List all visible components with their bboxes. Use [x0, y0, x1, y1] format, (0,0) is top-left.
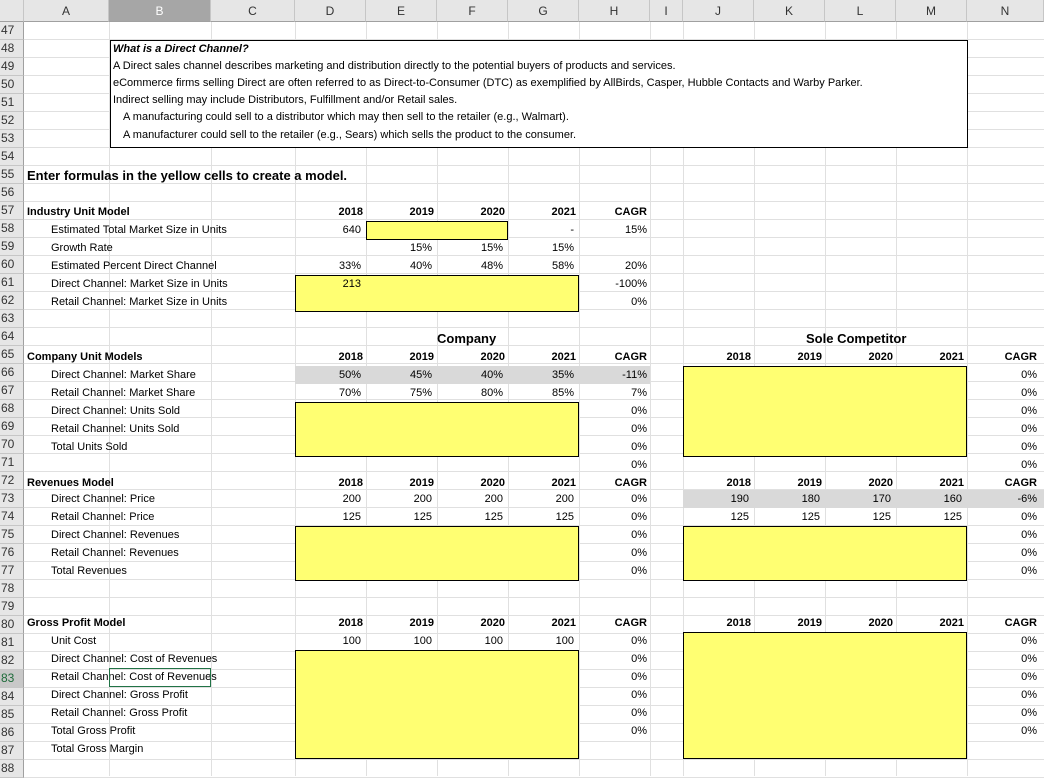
unit-models-title: Company Unit Models — [27, 351, 143, 363]
cagr-header: CAGR — [614, 617, 647, 629]
cell-value[interactable]: 125 — [801, 511, 820, 523]
cell-value[interactable]: 40% — [409, 260, 432, 272]
year-header: 2018 — [338, 351, 363, 363]
cell-value[interactable]: 15% — [480, 242, 503, 254]
active-cell-selection[interactable] — [109, 668, 211, 687]
cagr-value[interactable]: 0% — [1021, 511, 1037, 523]
year-header: 2020 — [868, 477, 893, 489]
column-header-j[interactable]: J — [683, 0, 754, 22]
row-label: Total Gross Profit — [51, 725, 136, 737]
input-cells-competitor-units[interactable] — [683, 366, 967, 457]
year-header: 2021 — [551, 206, 576, 218]
input-cells-company-units[interactable] — [295, 402, 579, 457]
row-header[interactable]: 61 — [0, 274, 24, 292]
cell-value[interactable]: 125 — [943, 511, 962, 523]
row-header[interactable]: 63 — [0, 310, 24, 328]
cell-value[interactable]: 75% — [409, 387, 432, 399]
row-label: Estimated Total Market Size in Units — [51, 224, 227, 236]
row-header[interactable]: 49 — [0, 58, 24, 76]
row-header[interactable]: 78 — [0, 580, 24, 598]
column-header-f[interactable]: F — [437, 0, 508, 22]
cagr-value[interactable]: 0% — [1021, 653, 1037, 665]
row-header[interactable]: 50 — [0, 76, 24, 94]
row-label: Retail Channel: Market Size in Units — [51, 296, 228, 308]
row-header[interactable]: 67 — [0, 382, 24, 400]
column-header-l[interactable]: L — [825, 0, 896, 22]
cell-value[interactable]: 100 — [413, 635, 432, 647]
cell-value[interactable]: 15% — [551, 242, 574, 254]
note-title: What is a Direct Channel? — [113, 43, 249, 55]
year-header: 2020 — [480, 206, 505, 218]
row-header[interactable]: 52 — [0, 112, 24, 130]
cagr-header: CAGR — [1004, 477, 1037, 489]
cagr-value[interactable]: 0% — [1021, 547, 1037, 559]
cagr-header: CAGR — [1004, 351, 1037, 363]
cell-value[interactable]: 48% — [480, 260, 503, 272]
row-label: Total Revenues — [51, 565, 127, 577]
row-header[interactable]: 77 — [0, 562, 24, 580]
cell-value[interactable]: 100 — [484, 635, 503, 647]
cell-value[interactable]: 125 — [342, 511, 361, 523]
cell-value[interactable]: 70% — [338, 387, 361, 399]
row-header[interactable]: 54 — [0, 148, 24, 166]
cagr-value[interactable]: 0% — [1021, 725, 1037, 737]
row-label: Retail Channel: Market Share — [51, 387, 196, 399]
cell-value[interactable]: 58% — [551, 260, 574, 272]
cell-value[interactable]: 180 — [801, 493, 820, 505]
cagr-value[interactable]: 0% — [1021, 707, 1037, 719]
note-line: A manufacturer could sell to the retailer (e.g., Sears) which sells the product to the consumer. — [123, 129, 577, 141]
cagr-value[interactable]: 0% — [1021, 459, 1037, 471]
note-line: eCommerce firms selling Direct are often referred to as Direct-to-Consumer (DTC) as exemplified by AllBirds, Casper, Hubble Contacts and Warby Parker. — [113, 77, 863, 89]
cell-value[interactable]: 160 — [943, 493, 962, 505]
cagr-value[interactable]: 0% — [631, 511, 647, 523]
cagr-value[interactable]: 0% — [1021, 405, 1037, 417]
row-header[interactable]: 71 — [0, 454, 24, 472]
row-header[interactable]: 55 — [0, 166, 24, 184]
cagr-value[interactable]: 15% — [624, 224, 647, 236]
cell-value[interactable]: 40% — [480, 369, 503, 381]
input-cells-company-revenues[interactable] — [295, 526, 579, 581]
cagr-value[interactable]: 0% — [631, 547, 647, 559]
grid-line — [24, 327, 1044, 328]
year-header: 2018 — [726, 351, 751, 363]
cell-value[interactable]: 200 — [555, 493, 574, 505]
row-header[interactable]: 83 — [0, 670, 24, 688]
cagr-value[interactable]: 0% — [1021, 387, 1037, 399]
row-label: Retail Channel: Cost of Revenues — [51, 671, 217, 683]
row-header[interactable]: 53 — [0, 130, 24, 148]
row-header[interactable]: 81 — [0, 634, 24, 652]
cell-value[interactable]: 125 — [413, 511, 432, 523]
cell-value[interactable]: 125 — [730, 511, 749, 523]
year-header: 2021 — [939, 351, 964, 363]
cagr-value[interactable]: 0% — [631, 671, 647, 683]
row-header[interactable]: 57 — [0, 202, 24, 220]
cagr-value[interactable]: 0% — [1021, 671, 1037, 683]
year-header: 2018 — [726, 477, 751, 489]
input-cells-company-gross-profit[interactable] — [295, 650, 579, 759]
competitor-header: Sole Competitor — [806, 331, 907, 346]
cagr-value[interactable]: 0% — [1021, 689, 1037, 701]
year-header: 2019 — [797, 351, 822, 363]
column-header-e[interactable]: E — [366, 0, 437, 22]
cell-value[interactable]: 190 — [730, 493, 749, 505]
row-header[interactable]: 68 — [0, 400, 24, 418]
row-header[interactable]: 66 — [0, 364, 24, 382]
row-header[interactable]: 76 — [0, 544, 24, 562]
year-header: 2019 — [409, 617, 434, 629]
cagr-value[interactable]: 0% — [631, 725, 647, 737]
cell-value[interactable]: 80% — [480, 387, 503, 399]
row-label: Direct Channel: Gross Profit — [51, 689, 188, 701]
year-header: 2018 — [338, 206, 363, 218]
cagr-value[interactable]: 0% — [631, 296, 647, 308]
cagr-value[interactable]: 0% — [631, 493, 647, 505]
revenues-title: Revenues Model — [27, 477, 114, 489]
row-label: Total Gross Margin — [51, 743, 144, 755]
year-header: 2021 — [939, 617, 964, 629]
cagr-value[interactable]: 20% — [624, 260, 647, 272]
row-header[interactable]: 72 — [0, 472, 24, 490]
direct-channel-note — [110, 40, 968, 148]
cell-value[interactable]: 100 — [555, 635, 574, 647]
note-line: A manufacturing could sell to a distributor which may then sell to the retailer (e.g., Walmart). — [123, 111, 569, 123]
cagr-value[interactable]: 0% — [1021, 441, 1037, 453]
row-header[interactable]: 62 — [0, 292, 24, 310]
row-label: Growth Rate — [51, 242, 113, 254]
note-line: Indirect selling may include Distributors, Fulfillment and/or Retail sales. — [113, 94, 458, 106]
input-cells-competitor-revenues[interactable] — [683, 526, 967, 581]
row-header[interactable]: 48 — [0, 40, 24, 58]
input-cells-competitor-gross-profit[interactable] — [683, 632, 967, 759]
cell-value[interactable]: 125 — [555, 511, 574, 523]
row-header[interactable]: 56 — [0, 184, 24, 202]
year-header: 2020 — [868, 617, 893, 629]
cell-value[interactable]: 640 — [342, 224, 361, 236]
year-header: 2019 — [409, 351, 434, 363]
column-header-b[interactable]: B — [109, 0, 211, 22]
column-header-h[interactable]: H — [579, 0, 650, 22]
year-header: 2020 — [480, 477, 505, 489]
cell-value[interactable]: 170 — [872, 493, 891, 505]
year-header: 2021 — [939, 477, 964, 489]
row-header[interactable]: 64 — [0, 328, 24, 346]
cagr-value[interactable]: 0% — [1021, 635, 1037, 647]
cell-value[interactable]: - — [570, 224, 574, 236]
cell-value[interactable]: 213 — [342, 278, 361, 290]
cagr-value[interactable]: 0% — [1021, 423, 1037, 435]
row-label: Estimated Percent Direct Channel — [51, 260, 217, 272]
row-label: Retail Channel: Revenues — [51, 547, 179, 559]
column-header-g[interactable]: G — [508, 0, 579, 22]
cell-value[interactable]: 125 — [484, 511, 503, 523]
row-header[interactable]: 59 — [0, 238, 24, 256]
cagr-value[interactable]: -6% — [1017, 493, 1037, 505]
cell-value[interactable]: 200 — [484, 493, 503, 505]
row-header[interactable]: 80 — [0, 616, 24, 634]
column-header-i[interactable]: I — [650, 0, 683, 22]
row-label: Direct Channel: Market Size in Units — [51, 278, 228, 290]
column-header-a[interactable]: A — [24, 0, 109, 22]
column-header-n[interactable]: N — [967, 0, 1044, 22]
year-header: 2020 — [480, 617, 505, 629]
cell-value[interactable]: 125 — [872, 511, 891, 523]
row-header[interactable]: 84 — [0, 688, 24, 706]
cagr-value[interactable]: 0% — [1021, 369, 1037, 381]
cagr-value[interactable]: -11% — [622, 369, 647, 381]
instruction-text: Enter formulas in the yellow cells to create a model. — [27, 168, 348, 183]
cagr-header: CAGR — [614, 477, 647, 489]
cagr-value[interactable]: 0% — [631, 653, 647, 665]
row-label: Direct Channel: Market Share — [51, 369, 196, 381]
cell-value[interactable]: 100 — [342, 635, 361, 647]
year-header: 2020 — [868, 351, 893, 363]
row-header[interactable]: 65 — [0, 346, 24, 364]
row-label: Unit Cost — [51, 635, 97, 647]
cagr-value[interactable]: 0% — [631, 565, 647, 577]
row-header[interactable]: 88 — [0, 760, 24, 778]
cagr-value[interactable]: 0% — [631, 635, 647, 647]
cagr-value[interactable]: 0% — [631, 441, 647, 453]
cell-value[interactable]: 35% — [551, 369, 574, 381]
grid-line — [24, 165, 1044, 166]
grid-line — [24, 759, 1044, 760]
row-header[interactable]: 73 — [0, 490, 24, 508]
row-header[interactable]: 75 — [0, 526, 24, 544]
row-header[interactable]: 47 — [0, 22, 24, 40]
row-header[interactable]: 58 — [0, 220, 24, 238]
row-label: Direct Channel: Revenues — [51, 529, 180, 541]
row-header[interactable]: 60 — [0, 256, 24, 274]
year-header: 2018 — [726, 617, 751, 629]
cagr-header: CAGR — [614, 206, 647, 218]
year-header: 2021 — [551, 351, 576, 363]
cagr-header: CAGR — [1004, 617, 1037, 629]
row-header[interactable]: 51 — [0, 94, 24, 112]
cagr-value[interactable]: 0% — [631, 459, 647, 471]
cagr-header: CAGR — [614, 351, 647, 363]
cagr-value[interactable]: 0% — [631, 707, 647, 719]
cagr-value[interactable]: 0% — [631, 405, 647, 417]
column-header-k[interactable]: K — [754, 0, 825, 22]
cell-value[interactable]: 200 — [413, 493, 432, 505]
year-header: 2019 — [797, 617, 822, 629]
year-header: 2019 — [409, 477, 434, 489]
cagr-value[interactable]: 7% — [631, 387, 647, 399]
column-header-m[interactable]: M — [896, 0, 967, 22]
industry-title: Industry Unit Model — [27, 206, 130, 218]
select-all-corner[interactable] — [0, 0, 24, 22]
row-header[interactable]: 74 — [0, 508, 24, 526]
row-header[interactable]: 82 — [0, 652, 24, 670]
cagr-value[interactable]: 0% — [1021, 529, 1037, 541]
cagr-value[interactable]: 0% — [631, 529, 647, 541]
row-label: Retail Channel: Price — [51, 511, 155, 523]
row-label: Direct Channel: Cost of Revenues — [51, 653, 218, 665]
row-label: Direct Channel: Units Sold — [51, 405, 181, 417]
year-header: 2018 — [338, 617, 363, 629]
row-label: Retail Channel: Units Sold — [51, 423, 180, 435]
row-label: Retail Channel: Gross Profit — [51, 707, 188, 719]
note-line: A Direct sales channel describes marketing and distribution directly to the potential buyers of products and services. — [113, 60, 676, 72]
year-header: 2021 — [551, 617, 576, 629]
cell-value[interactable]: 15% — [409, 242, 432, 254]
row-label: Total Units Sold — [51, 441, 128, 453]
cagr-value[interactable]: -100% — [615, 278, 647, 290]
grid-line — [24, 597, 1044, 598]
cagr-value[interactable]: 0% — [631, 689, 647, 701]
year-header: 2020 — [480, 351, 505, 363]
year-header: 2021 — [551, 477, 576, 489]
company-header: Company — [437, 331, 497, 346]
row-header[interactable]: 85 — [0, 706, 24, 724]
grid-line — [24, 471, 1044, 472]
year-header: 2019 — [797, 477, 822, 489]
year-header: 2019 — [409, 206, 434, 218]
input-cells-market-size[interactable] — [366, 221, 508, 240]
column-header-d[interactable]: D — [295, 0, 366, 22]
cell-value[interactable]: 45% — [409, 369, 432, 381]
column-header-c[interactable]: C — [211, 0, 295, 22]
row-header[interactable]: 79 — [0, 598, 24, 616]
year-header: 2018 — [338, 477, 363, 489]
cagr-value[interactable]: 0% — [1021, 565, 1037, 577]
row-header[interactable]: 69 — [0, 418, 24, 436]
row-header[interactable]: 70 — [0, 436, 24, 454]
cell-value[interactable]: 200 — [342, 493, 361, 505]
grid-line — [24, 201, 1044, 202]
row-header[interactable]: 86 — [0, 724, 24, 742]
cell-value[interactable]: 33% — [338, 260, 361, 272]
cell-value[interactable]: 85% — [551, 387, 574, 399]
row-header[interactable]: 87 — [0, 742, 24, 760]
gross-profit-title: Gross Profit Model — [27, 617, 126, 629]
cagr-value[interactable]: 0% — [631, 423, 647, 435]
cell-value[interactable]: 50% — [338, 369, 361, 381]
row-label: Direct Channel: Price — [51, 493, 155, 505]
